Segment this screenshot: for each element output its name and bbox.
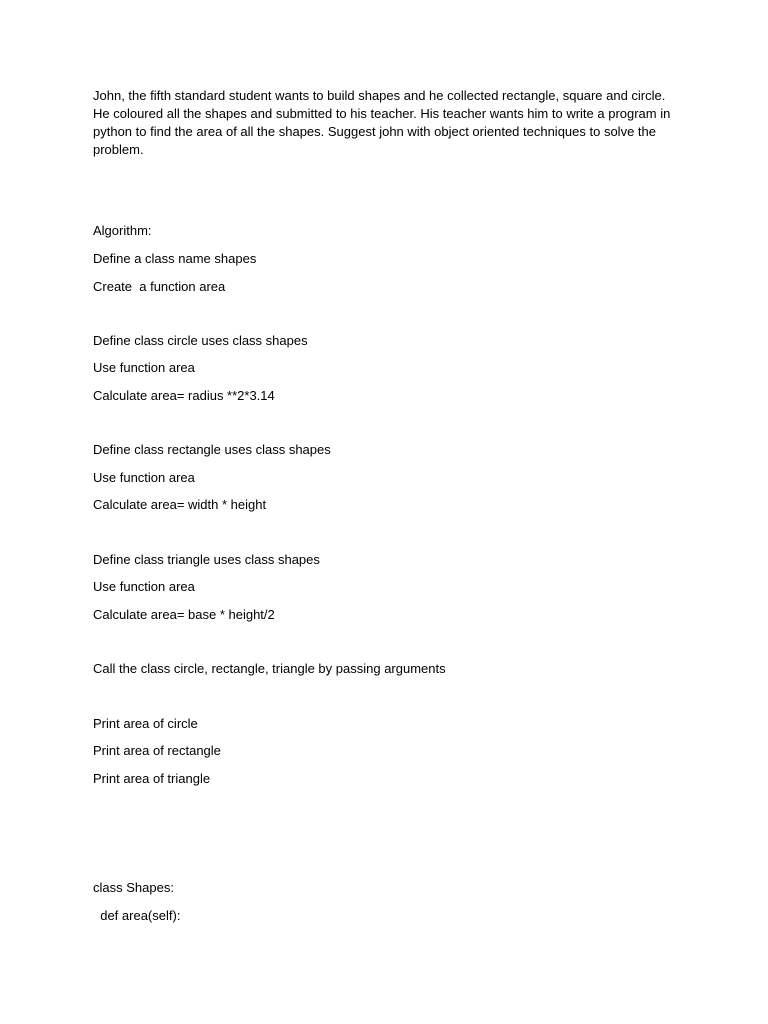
code-line: class Shapes: <box>93 880 174 895</box>
algorithm-step: Call the class circle, rectangle, triangle by passing arguments <box>93 661 446 676</box>
algorithm-step: Print area of triangle <box>93 771 211 786</box>
algorithm-step: Print area of circle <box>93 716 198 731</box>
algorithm-step: Print area of rectangle <box>93 743 221 758</box>
algorithm-step: Calculate area= base * height/2 <box>93 607 275 622</box>
algorithm-step: Define class rectangle uses class shapes <box>93 442 331 457</box>
algorithm-step: Use function area <box>93 470 195 485</box>
algorithm-step: Define class triangle uses class shapes <box>93 552 320 567</box>
algorithm-step: Use function area <box>93 579 195 594</box>
algorithm-step: Use function area <box>93 360 195 375</box>
algorithm-step: Define a class name shapes <box>93 251 257 266</box>
algorithm-step: Define class circle uses class shapes <box>93 333 308 348</box>
algorithm-step: Create a function area <box>93 279 226 294</box>
algorithm-step: Calculate area= radius **2*3.14 <box>93 388 275 403</box>
algorithm-heading: Algorithm: <box>93 223 152 238</box>
algorithm-step: Calculate area= width * height <box>93 497 267 512</box>
problem-statement: John, the fifth standard student wants to build shapes and he collected rectangle, square and circle. He coloured all the shapes and submitted to his teacher. His teacher wants him to write a program in python to find the area of all the shapes. Suggest john with object oriented techniques to solve the problem. <box>93 88 671 157</box>
code-line: def area(self): <box>93 908 181 923</box>
